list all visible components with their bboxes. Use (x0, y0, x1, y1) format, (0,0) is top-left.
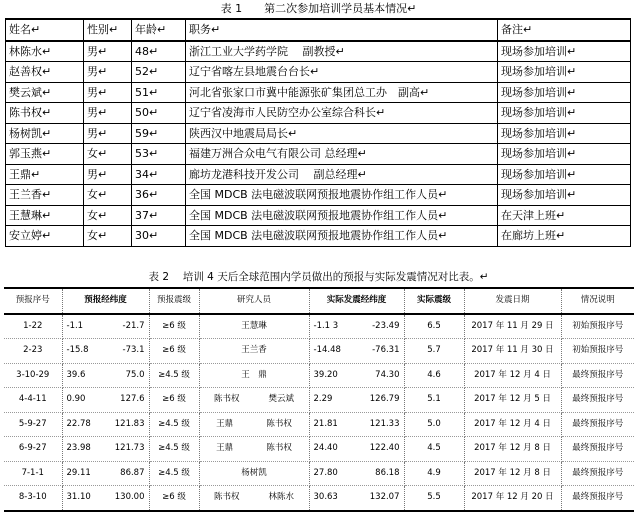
pred-lat: -15.8 (66, 345, 89, 356)
cell-actual-mag: 5.7 (404, 339, 464, 364)
researcher-name: 陈书权 (266, 418, 292, 429)
actual-lat: 39.20 (313, 369, 338, 380)
cell-researchers (199, 314, 309, 339)
cell-name: 安立婷↵ (6, 226, 84, 247)
researcher-name: 陈书权 (213, 394, 240, 405)
cell-researchers (199, 388, 309, 413)
cell-name: 王慧琳↵ (6, 205, 84, 226)
table-row (6, 82, 631, 103)
cell-researchers (199, 412, 309, 437)
header-pred-mag: 预报震级 (149, 288, 199, 314)
cell-actual-mag: 6.5 (404, 314, 464, 339)
cell-pred-coords (62, 363, 149, 388)
actual-lat: 21.81 (313, 418, 338, 429)
actual-lat: 24.40 (313, 443, 338, 454)
cell-pred-mag: ≥6 级 (149, 486, 199, 511)
cell-status: 最终预报序号 (561, 486, 634, 511)
cell-age: 34↵ (132, 164, 186, 185)
cell-position: 陕西汉中地震局局长↵ (186, 123, 498, 144)
cell-gender: 女↵ (84, 185, 132, 206)
header-status: 情况说明 (561, 288, 634, 314)
cell-note: 现场参加培训↵ (498, 123, 631, 144)
cell-status: 初始预报序号 (561, 314, 634, 339)
pred-lat: 39.6 (66, 369, 86, 380)
cell-age: 52↵ (132, 62, 186, 83)
actual-lon: -76.31 (372, 345, 400, 356)
cell-pred-coords (62, 412, 149, 437)
cell-name: 林陈水↵ (6, 41, 84, 62)
table-row (6, 62, 631, 83)
cell-note: 现场参加培训↵ (498, 41, 631, 62)
cell-gender: 男↵ (84, 62, 132, 83)
table-row (6, 41, 631, 62)
pred-lon: 75.0 (125, 369, 145, 380)
cell-actual-coords (309, 486, 404, 511)
cell-pred-mag: ≥4.5 级 (149, 437, 199, 462)
cell-actual-coords (309, 314, 404, 339)
cell-status: 最终预报序号 (561, 437, 634, 462)
cell-note: 现场参加培训↵ (498, 62, 631, 83)
forecast-comparison-table (4, 287, 634, 512)
cell-actual-coords (309, 437, 404, 462)
cell-pred-mag: ≥4.5 级 (149, 412, 199, 437)
cell-date: 2017 年 12 月 8 日 (464, 437, 561, 462)
cell-position: 全国 MDCB 法电磁波联网预报地震协作组工作人员↵ (186, 205, 498, 226)
cell-gender: 男↵ (84, 41, 132, 62)
cell-date: 2017 年 12 月 4 日 (464, 363, 561, 388)
cell-date: 2017 年 12 月 20 日 (464, 486, 561, 511)
table-row (4, 437, 634, 462)
table-row (6, 185, 631, 206)
cell-status: 最终预报序号 (561, 412, 634, 437)
cell-seq: 2-23 (4, 339, 62, 364)
cell-position: 全国 MDCB 法电磁波联网预报地震协作组工作人员↵ (186, 226, 498, 247)
participants-table (5, 18, 631, 247)
cell-date: 2017 年 12 月 8 日 (464, 461, 561, 486)
actual-lat: 27.80 (313, 467, 338, 478)
actual-lon: 126.79 (369, 394, 400, 405)
pred-lon: 127.6 (120, 394, 145, 405)
pred-lon: 121.73 (114, 443, 145, 454)
pred-lat: 22.78 (66, 418, 91, 429)
pred-lat: 31.10 (66, 492, 91, 503)
pred-lat: 0.90 (66, 394, 86, 405)
actual-lat: 2.29 (313, 394, 333, 405)
cell-name: 王兰香↵ (6, 185, 84, 206)
header-actual-mag: 实际震级 (404, 288, 464, 314)
cell-researchers (199, 437, 309, 462)
table1-caption: 表 1 第二次参加培训学员基本情况↵ (220, 2, 417, 15)
cell-pred-mag: ≥6 级 (149, 388, 199, 413)
cell-status: 最终预报序号 (561, 388, 634, 413)
cell-date: 2017 年 12 月 5 日 (464, 388, 561, 413)
table2-header-row (4, 288, 634, 314)
cell-name: 郭玉燕↵ (6, 144, 84, 165)
table-row (4, 339, 634, 364)
cell-note: 现场参加培训↵ (498, 164, 631, 185)
pred-lon: 121.83 (114, 418, 145, 429)
header-position: 职务↵ (186, 19, 498, 41)
cell-actual-coords (309, 388, 404, 413)
cell-age: 53↵ (132, 144, 186, 165)
header-name: 姓名↵ (6, 19, 84, 41)
cell-position: 福建万洲合众电气有限公司 总经理↵ (186, 144, 498, 165)
cell-pred-coords (62, 461, 149, 486)
cell-pred-coords (62, 339, 149, 364)
cell-researchers (199, 461, 309, 486)
table-row (4, 461, 634, 486)
actual-lon: 132.07 (369, 492, 400, 503)
researcher-name: 王慧琳 (241, 320, 267, 331)
actual-lon: 74.30 (375, 369, 400, 380)
cell-status: 最终预报序号 (561, 461, 634, 486)
cell-age: 30↵ (132, 226, 186, 247)
cell-researchers (199, 486, 309, 511)
cell-position: 辽宁省喀左县地震台台长↵ (186, 62, 498, 83)
cell-researchers (199, 363, 309, 388)
cell-pred-mag: ≥4.5 级 (149, 363, 199, 388)
cell-seq: 4-4-11 (4, 388, 62, 413)
cell-actual-mag: 5.0 (404, 412, 464, 437)
table1-header-row (6, 19, 631, 41)
cell-position: 辽宁省凌海市人民防空办公室综合科长↵ (186, 103, 498, 124)
researcher-name: 林陈水 (268, 492, 294, 503)
table-row (4, 314, 634, 339)
cell-researchers (199, 339, 309, 364)
cell-pred-coords (62, 314, 149, 339)
cell-gender: 男↵ (84, 164, 132, 185)
cell-position: 浙江工业大学药学院 副教授↵ (186, 41, 498, 62)
cell-pred-mag: ≥6 级 (149, 314, 199, 339)
pred-lat: 23.98 (66, 443, 91, 454)
cell-seq: 1-22 (4, 314, 62, 339)
cell-actual-coords (309, 339, 404, 364)
pred-lon: 86.87 (120, 467, 145, 478)
cell-gender: 男↵ (84, 103, 132, 124)
researcher-name: 王兰香 (241, 345, 267, 356)
cell-gender: 男↵ (84, 123, 132, 144)
header-researchers: 研究人员 (199, 288, 309, 314)
cell-note: 在廊坊上班↵ (498, 226, 631, 247)
table-row (4, 363, 634, 388)
researcher-name: 陈书权 (213, 492, 240, 503)
cell-gender: 女↵ (84, 205, 132, 226)
researcher-name: 陈书权 (266, 443, 292, 454)
actual-lat: -1.1 3 (313, 320, 339, 331)
cell-actual-mag: 4.5 (404, 437, 464, 462)
pred-lat: -1.1 (66, 320, 84, 331)
cell-actual-mag: 4.9 (404, 461, 464, 486)
table-row (4, 388, 634, 413)
actual-lat: -14.48 (313, 345, 341, 356)
cell-age: 59↵ (132, 123, 186, 144)
cell-seq: 6-9-27 (4, 437, 62, 462)
table-row (6, 164, 631, 185)
cell-note: 现场参加培训↵ (498, 82, 631, 103)
cell-note: 现场参加培训↵ (498, 144, 631, 165)
table2-caption: 表 2 培训 4 天后全球范围内学员做出的预报与实际发震情况对比表。↵ (148, 271, 489, 283)
actual-lon: -23.49 (372, 320, 400, 331)
header-age: 年龄↵ (132, 19, 186, 41)
pred-lon: -21.7 (122, 320, 145, 331)
cell-age: 51↵ (132, 82, 186, 103)
cell-actual-mag: 4.6 (404, 363, 464, 388)
cell-actual-coords (309, 363, 404, 388)
cell-pred-coords (62, 437, 149, 462)
cell-age: 48↵ (132, 41, 186, 62)
table-row (4, 412, 634, 437)
cell-name: 赵善权↵ (6, 62, 84, 83)
table-row (6, 123, 631, 144)
cell-pred-mag: ≥6 级 (149, 339, 199, 364)
cell-date: 2017 年 11 月 30 日 (464, 339, 561, 364)
table-row (6, 205, 631, 226)
cell-pred-coords (62, 388, 149, 413)
cell-name: 王鼎↵ (6, 164, 84, 185)
actual-lat: 30.63 (313, 492, 338, 503)
cell-seq: 5-9-27 (4, 412, 62, 437)
cell-position: 廊坊龙港科技开发公司 副总经理↵ (186, 164, 498, 185)
actual-lon: 86.18 (375, 467, 400, 478)
cell-date: 2017 年 12 月 4 日 (464, 412, 561, 437)
cell-name: 杨树凯↵ (6, 123, 84, 144)
header-gender: 性别↵ (84, 19, 132, 41)
cell-pred-coords (62, 486, 149, 511)
table-row (6, 226, 631, 247)
actual-lon: 121.33 (369, 418, 400, 429)
table-row (6, 103, 631, 124)
cell-date: 2017 年 11 月 29 日 (464, 314, 561, 339)
cell-age: 50↵ (132, 103, 186, 124)
cell-note: 现场参加培训↵ (498, 103, 631, 124)
cell-note: 现场参加培训↵ (498, 185, 631, 206)
cell-seq: 3-10-29 (4, 363, 62, 388)
cell-pred-mag: ≥4.5 级 (149, 461, 199, 486)
header-note: 备注↵ (498, 19, 631, 41)
researcher-name: 王鼎 (216, 418, 234, 429)
pred-lon: -73.1 (122, 345, 145, 356)
cell-age: 36↵ (132, 185, 186, 206)
cell-note: 在天津上班↵ (498, 205, 631, 226)
researcher-name: 杨树凯 (241, 467, 267, 478)
actual-lon: 122.40 (369, 443, 400, 454)
researcher-name: 樊云斌 (268, 394, 294, 405)
header-seq: 预报序号 (4, 288, 62, 314)
pred-lat: 29.11 (66, 467, 91, 478)
header-actual-coords: 实际发震经纬度 (309, 288, 404, 314)
cell-actual-mag: 5.5 (404, 486, 464, 511)
cell-name: 樊云斌↵ (6, 82, 84, 103)
cell-position: 河北省张家口市冀中能源张矿集团总工办 副高↵ (186, 82, 498, 103)
table-row (6, 144, 631, 165)
cell-seq: 7-1-1 (4, 461, 62, 486)
cell-gender: 男↵ (84, 82, 132, 103)
cell-gender: 女↵ (84, 226, 132, 247)
cell-position: 全国 MDCB 法电磁波联网预报地震协作组工作人员↵ (186, 185, 498, 206)
cell-age: 37↵ (132, 205, 186, 226)
cell-gender: 女↵ (84, 144, 132, 165)
cell-name: 陈书权↵ (6, 103, 84, 124)
header-pred-coords: 预报经纬度 (62, 288, 149, 314)
researcher-name: 王 鼎 (241, 369, 267, 380)
table-row (4, 486, 634, 511)
cell-actual-mag: 5.1 (404, 388, 464, 413)
cell-seq: 8-3-10 (4, 486, 62, 511)
header-date: 发震日期 (464, 288, 561, 314)
cell-actual-coords (309, 461, 404, 486)
cell-status: 初始预报序号 (561, 339, 634, 364)
pred-lon: 130.00 (114, 492, 145, 503)
cell-status: 最终预报序号 (561, 363, 634, 388)
cell-actual-coords (309, 412, 404, 437)
researcher-name: 王鼎 (216, 443, 234, 454)
